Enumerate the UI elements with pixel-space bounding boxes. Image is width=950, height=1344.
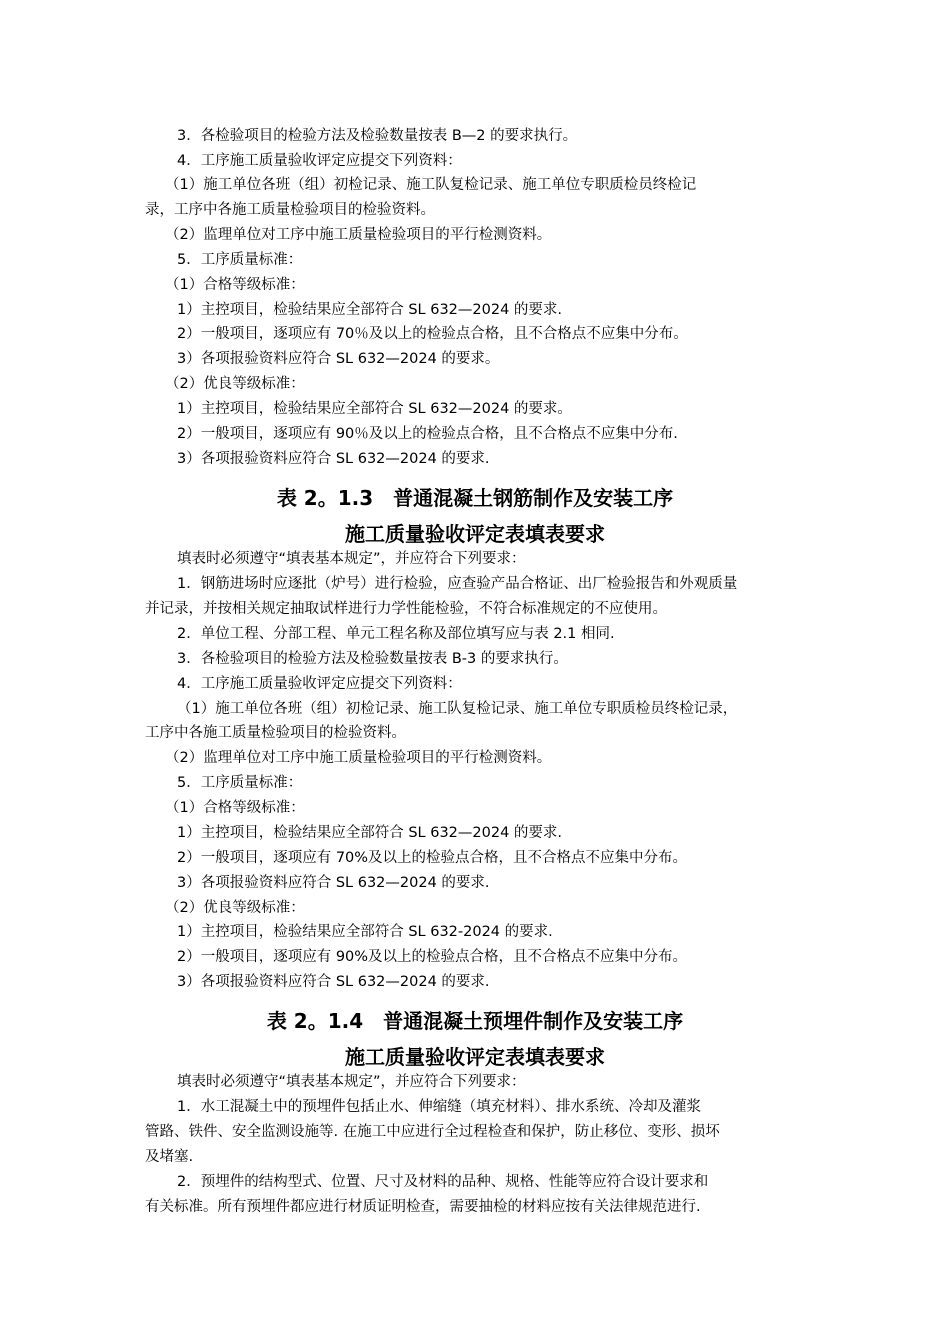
text-line: 2）一般项目，逐项应有 90％及以上的检验点合格，且不合格点不应集中分布. [177,426,678,442]
text-line: 管路、铁件、安全监测设施等. 在施工中应进行全过程检查和保护，防止移位、变形、损坏 [145,1124,720,1140]
text-line: （1）施工单位各班（组）初检记录、施工队复检记录、施工单位专职质检员终检记 [165,177,697,193]
text-line: 1）主控项目，检验结果应全部符合 SL 632-2024 的要求. [177,924,553,940]
section-heading: 表 2。1.4 普通混凝土预埋件制作及安装工序 [266,1009,684,1033]
text-line: 1）主控项目，检验结果应全部符合 SL 632—2024 的要求。 [177,401,572,417]
text-line: 3）各项报验资料应符合 SL 632—2024 的要求. [177,974,490,990]
text-line: 3）各项报验资料应符合 SL 632—2024 的要求。 [177,351,500,367]
text-line: 录，工序中各施工质量检验项目的检验资料。 [145,202,435,218]
text-line: 2．预埋件的结构型式、位置、尺寸及材料的品种、规格、性能等应符合设计要求和 [177,1174,709,1190]
text-line: 1）主控项目，检验结果应全部符合 SL 632—2024 的要求. [177,825,563,841]
text-line: 及堵塞. [145,1149,194,1165]
text-line: 2．单位工程、分部工程、单元工程名称及部位填写应与表 2.1 相同. [177,626,615,642]
text-line: 并记录，并按相关规定抽取试样进行力学性能检验，不符合标准规定的不应使用。 [145,601,667,617]
text-line: （1）合格等级标准： [165,277,305,293]
text-line: 2）一般项目，逐项应有 90%及以上的检验点合格，且不合格点不应集中分布。 [177,949,688,965]
text-line: 4．工序施工质量验收评定应提交下列资料： [177,676,462,692]
section-subheading: 施工质量验收评定表填表要求 [345,522,605,546]
text-line: 1．水工混凝土中的预埋件包括止水、伸缩缝（填充材料）、排水系统、冷却及灌浆 [177,1099,701,1115]
text-line: 4．工序施工质量验收评定应提交下列资料： [177,153,462,169]
text-line: 1）主控项目，检验结果应全部符合 SL 632—2024 的要求. [177,302,563,318]
text-line: 填表时必须遵守“填表基本规定”，并应符合下列要求： [177,1074,526,1090]
text-line: 5．工序质量标准： [177,775,303,791]
text-line: （1）合格等级标准： [165,800,305,816]
text-line: 5．工序质量标准： [177,252,303,268]
text-line: 3）各项报验资料应符合 SL 632—2024 的要求. [177,451,490,467]
text-line: 3．各检验项目的检验方法及检验数量按表 B—2 的要求执行。 [177,128,578,144]
text-line: （2）优良等级标准： [165,900,305,916]
text-line: （2）优良等级标准： [165,376,305,392]
section-subheading: 施工质量验收评定表填表要求 [345,1045,605,1069]
text-line: 2）一般项目，逐项应有 70％及以上的检验点合格，且不合格点不应集中分布。 [177,326,688,342]
text-line: 3）各项报验资料应符合 SL 632—2024 的要求. [177,875,490,891]
text-line: 工序中各施工质量检验项目的检验资料。 [145,725,406,741]
text-line: 填表时必须遵守“填表基本规定”，并应符合下列要求： [177,551,526,567]
text-line: （1）施工单位各班（组）初检记录、施工队复检记录、施工单位专职质检员终检记录， [177,701,738,717]
text-line: 有关标准。所有预埋件都应进行材质证明检查，需要抽检的材料应按有关法律规范进行. [145,1199,701,1215]
text-line: （2）监理单位对工序中施工质量检验项目的平行检测资料。 [165,750,552,766]
text-line: 2）一般项目，逐项应有 70%及以上的检验点合格，且不合格点不应集中分布。 [177,850,688,866]
section-heading: 表 2。1.3 普通混凝土钢筋制作及安装工序 [276,486,674,510]
text-line: 3．各检验项目的检验方法及检验数量按表 B-3 的要求执行。 [177,651,568,667]
text-line: 1．钢筋进场时应逐批（炉号）进行检验，应查验产品合格证、出厂检验报告和外观质量 [177,576,738,592]
text-line: （2）监理单位对工序中施工质量检验项目的平行检测资料。 [165,227,552,243]
